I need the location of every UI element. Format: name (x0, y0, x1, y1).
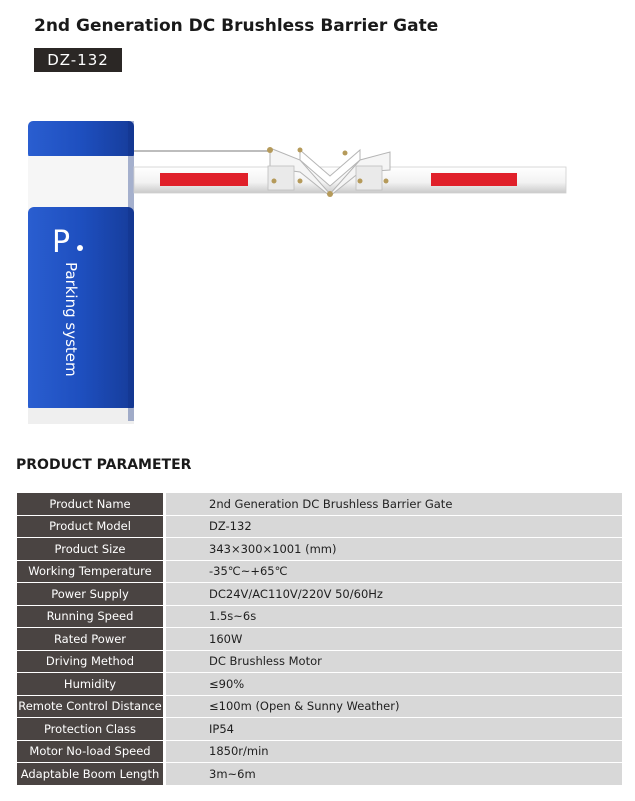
boom-reflector-right (431, 173, 517, 186)
param-name: Motor No-load Speed (17, 740, 163, 763)
table-row (17, 560, 622, 583)
table-row (17, 515, 622, 538)
param-value: DZ-132 (166, 515, 622, 538)
table-row (17, 583, 622, 606)
gate-cabinet (28, 121, 134, 424)
table-row (17, 493, 622, 515)
cabinet-logo-text: Parking system (62, 262, 80, 377)
param-value: ≤100m (Open & Sunny Weather) (166, 695, 622, 718)
param-name: Rated Power (17, 628, 163, 651)
barrier-gate-illustration (0, 110, 635, 440)
section-heading-product-parameter: PRODUCT PARAMETER (16, 457, 192, 473)
param-value: 1.5s~6s (166, 605, 622, 628)
boom-reflector-left (160, 173, 248, 186)
param-value: DC24V/AC110V/220V 50/60Hz (166, 583, 622, 606)
table-row (17, 673, 622, 696)
table-row (17, 628, 622, 651)
param-value: 343×300×1001 (mm) (166, 538, 622, 561)
param-name: Product Size (17, 538, 163, 561)
model-badge: DZ-132 (34, 48, 122, 72)
param-name: Power Supply (17, 583, 163, 606)
param-value: -35℃~+65℃ (166, 560, 622, 583)
table-row (17, 605, 622, 628)
param-value: 2nd Generation DC Brushless Barrier Gate (166, 493, 622, 515)
parameter-table (17, 493, 622, 786)
page-title: 2nd Generation DC Brushless Barrier Gate (34, 16, 439, 36)
table-row (17, 650, 622, 673)
param-name: Working Temperature (17, 560, 163, 583)
param-name: Driving Method (17, 650, 163, 673)
table-row (17, 718, 622, 741)
param-name: Running Speed (17, 605, 163, 628)
table-row (17, 763, 622, 786)
param-name: Product Name (17, 493, 163, 515)
param-value: ≤90% (166, 673, 622, 696)
cabinet-logo-letter: P (52, 225, 71, 260)
param-name: Remote Control Distance (17, 695, 163, 718)
table-row (17, 538, 622, 561)
param-value: IP54 (166, 718, 622, 741)
param-value: DC Brushless Motor (166, 650, 622, 673)
param-value: 3m~6m (166, 763, 622, 786)
param-name: Protection Class (17, 718, 163, 741)
param-name: Product Model (17, 515, 163, 538)
table-row (17, 740, 622, 763)
table-row (17, 695, 622, 718)
param-value: 1850r/min (166, 740, 622, 763)
param-name: Humidity (17, 673, 163, 696)
param-name: Adaptable Boom Length (17, 763, 163, 786)
param-value: 160W (166, 628, 622, 651)
